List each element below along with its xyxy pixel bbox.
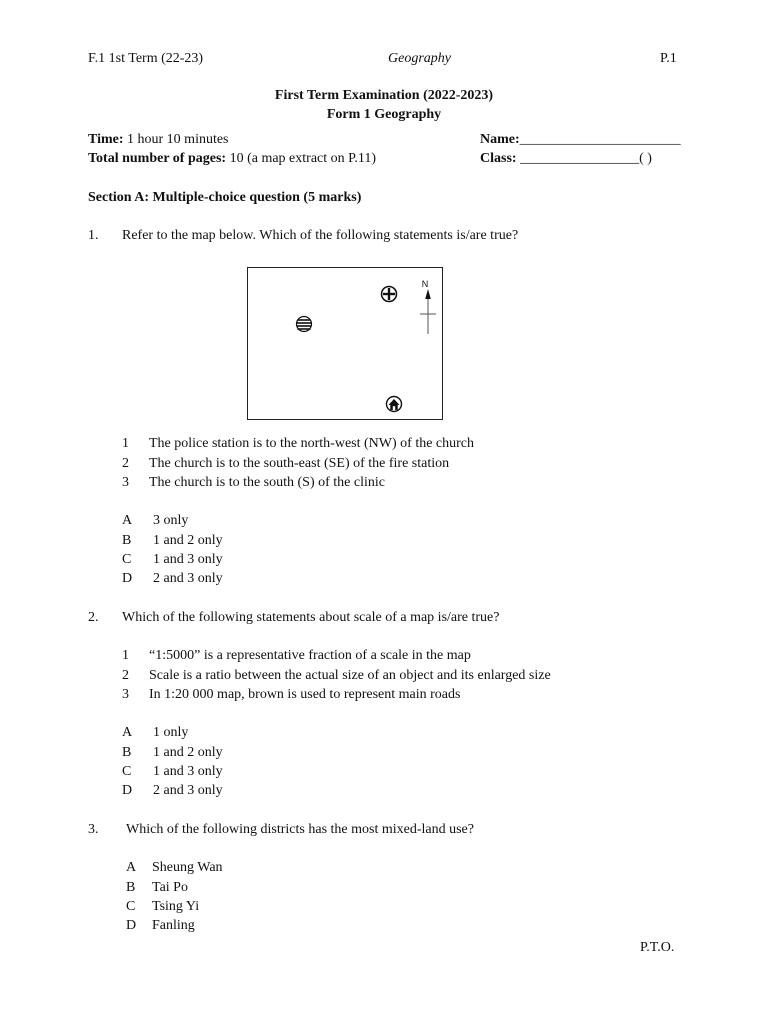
q1-option-c[interactable]: [122, 552, 223, 568]
option-text: Sheung Wan: [152, 860, 223, 875]
statement-text: The police station is to the north-west (NW) of the church: [149, 436, 475, 451]
option-letter: A: [122, 513, 133, 528]
class-row: [480, 151, 652, 167]
q2-option-d[interactable]: [122, 783, 223, 799]
q1-statement-1: [122, 436, 475, 452]
option-letter: C: [126, 899, 136, 914]
q2-option-b[interactable]: [122, 745, 223, 761]
option-text: Tai Po: [152, 880, 188, 895]
statement-number: 2: [122, 668, 129, 683]
map-svg: [248, 268, 444, 421]
statement-number: 3: [122, 687, 129, 702]
q3-option-a[interactable]: [126, 860, 223, 876]
time-row: [88, 132, 229, 148]
class-blank: _________________( ): [516, 151, 652, 166]
option-letter: B: [122, 533, 132, 548]
pages-label: Total number of pages:: [88, 151, 227, 166]
section-a-heading: Section A: Multiple-choice question (5 marks): [88, 190, 362, 205]
class-label: Class:: [480, 151, 517, 166]
statement-text: The church is to the south-east (SE) of the fire station: [149, 456, 450, 471]
time-value: 1 hour 10 minutes: [123, 132, 229, 147]
option-text: 1 and 3 only: [153, 552, 223, 567]
option-text: 3 only: [153, 513, 189, 528]
option-text: 2 and 3 only: [153, 783, 223, 798]
header-page: P.1: [660, 51, 677, 66]
q1-text: Refer to the map below. Which of the following statements is/are true?: [122, 228, 519, 243]
exam-title: First Term Examination (2022-2023): [274, 88, 494, 103]
north-label: N: [421, 279, 429, 289]
q2-option-c[interactable]: [122, 764, 223, 780]
option-text: Tsing Yi: [152, 899, 200, 914]
option-text: 1 and 3 only: [153, 764, 223, 779]
police-station-icon: [297, 317, 312, 332]
option-text: 1 and 2 only: [153, 745, 223, 760]
q2-text: Which of the following statements about scale of a map is/are true?: [122, 610, 500, 625]
q1-option-a[interactable]: [122, 513, 189, 529]
statement-number: 1: [122, 436, 129, 451]
option-letter: D: [122, 571, 133, 586]
statement-text: Scale is a ratio between the actual size of an object and its enlarged size: [149, 668, 551, 683]
statement-text: In 1:20 000 map, brown is used to represent main roads: [149, 687, 461, 702]
pages-row: [88, 151, 376, 167]
option-letter: D: [126, 918, 137, 933]
fire-station-icon: [387, 397, 402, 412]
option-letter: D: [122, 783, 133, 798]
q2-option-a[interactable]: [122, 725, 189, 741]
option-text: 1 only: [153, 725, 189, 740]
q3-option-c[interactable]: [126, 899, 200, 915]
option-letter: B: [122, 745, 132, 760]
option-letter: C: [122, 552, 132, 567]
header-subject: Geography: [388, 51, 451, 66]
page-turn-note: P.T.O.: [640, 940, 675, 955]
q2-statement-1: [122, 648, 471, 664]
name-blank: _______________________: [519, 132, 681, 147]
q3-option-d[interactable]: [126, 918, 195, 934]
option-text: Fanling: [152, 918, 195, 933]
header-left: F.1 1st Term (22-23): [88, 51, 204, 66]
statement-number: 3: [122, 475, 129, 490]
option-letter: B: [126, 880, 136, 895]
q1-statement-3: [122, 475, 385, 491]
q3-text: Which of the following districts has the most mixed-land use?: [126, 822, 474, 837]
name-row: [480, 132, 681, 148]
q1-option-b[interactable]: [122, 533, 223, 549]
north-arrow-icon: [420, 279, 436, 334]
church-icon: [382, 287, 397, 302]
option-letter: A: [122, 725, 133, 740]
option-letter: A: [126, 860, 137, 875]
statement-text: The church is to the south (S) of the clinic: [149, 475, 385, 490]
q3-option-b[interactable]: [126, 880, 188, 896]
q1-statement-2: [122, 456, 450, 472]
exam-subtitle: Form 1 Geography: [326, 107, 442, 122]
statement-text: “1:5000” is a representative fraction of a scale in the map: [149, 648, 471, 663]
option-letter: C: [122, 764, 132, 779]
time-label: Time:: [88, 132, 124, 147]
q2-number: 2.: [88, 610, 99, 625]
q2-statement-2: [122, 668, 551, 684]
q1-number: 1.: [88, 228, 99, 243]
option-text: 2 and 3 only: [153, 571, 223, 586]
map-figure: [247, 267, 443, 420]
option-text: 1 and 2 only: [153, 533, 223, 548]
statement-number: 2: [122, 456, 129, 471]
statement-number: 1: [122, 648, 129, 663]
q3-number: 3.: [88, 822, 99, 837]
pages-value: 10 (a map extract on P.11): [226, 151, 377, 166]
q2-statement-3: [122, 687, 461, 703]
q1-option-d[interactable]: [122, 571, 223, 587]
name-label: Name:: [480, 132, 520, 147]
